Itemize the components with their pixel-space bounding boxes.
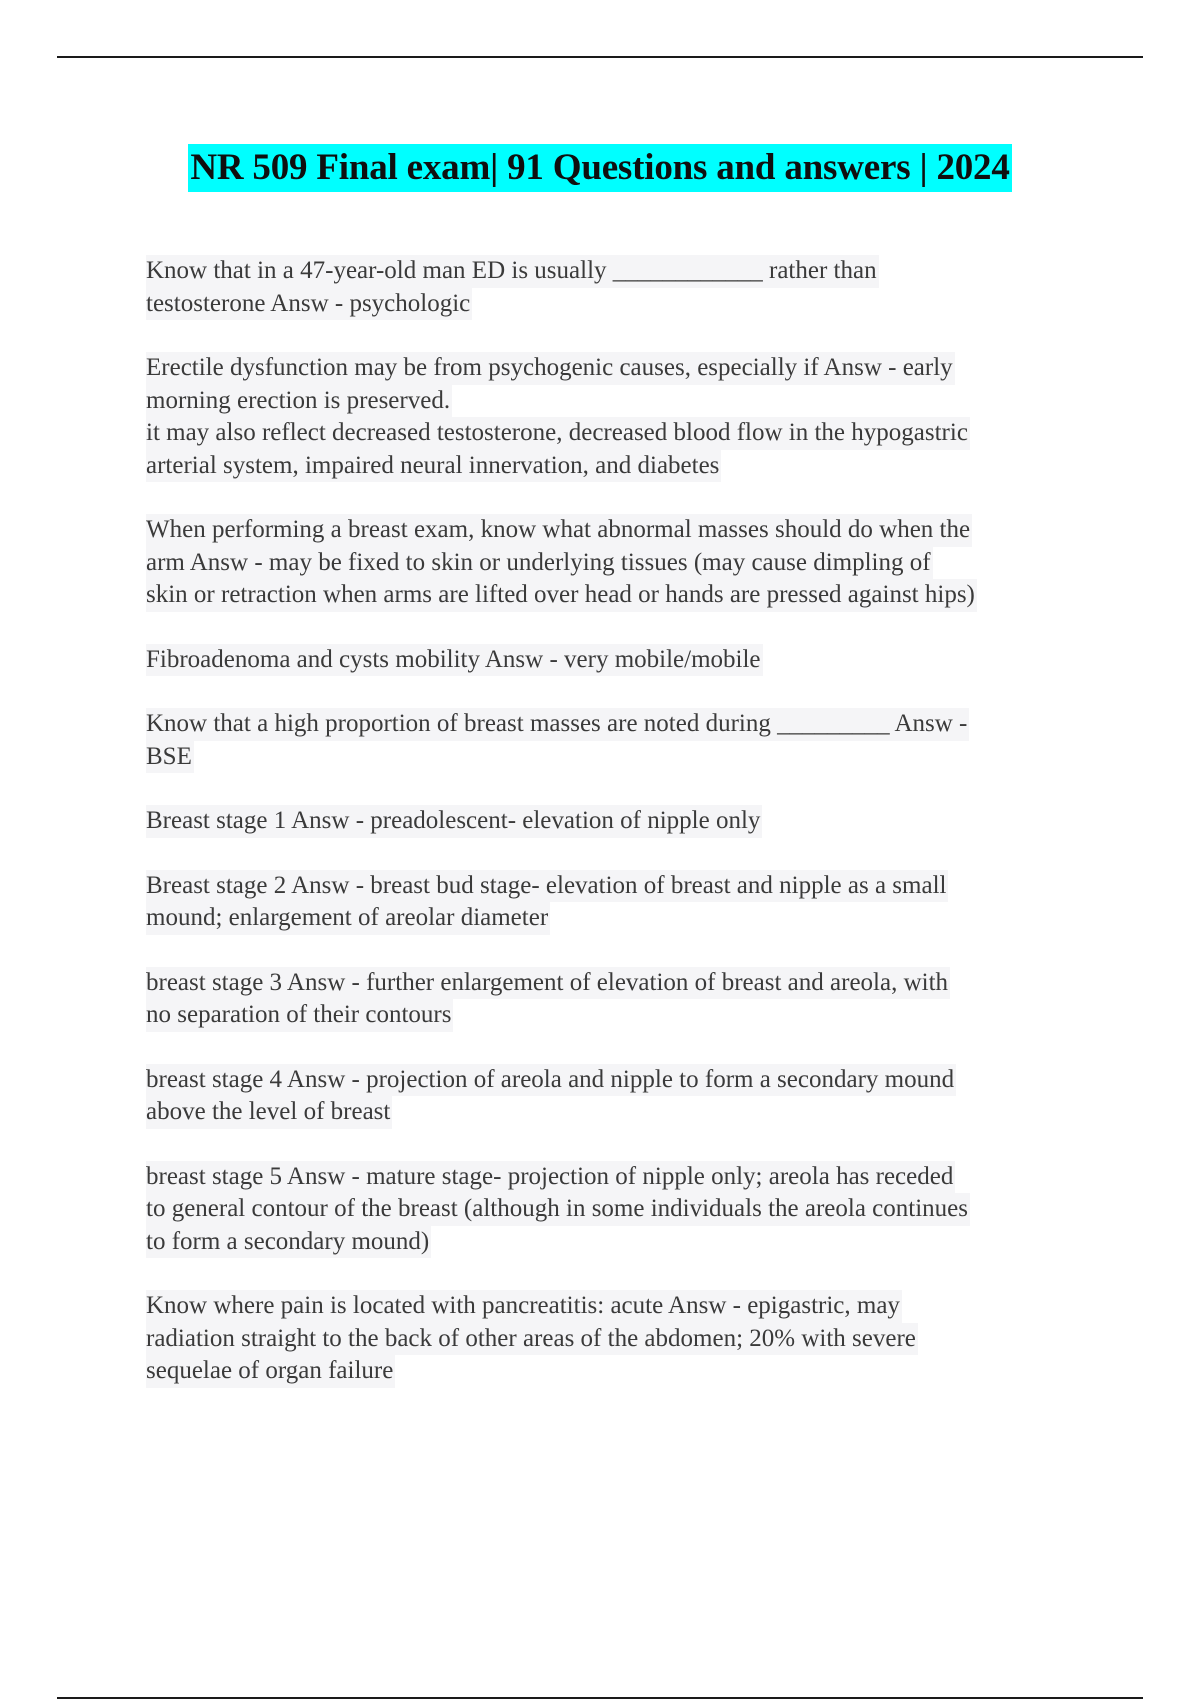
qa-line: skin or retraction when arms are lifted over head or hands are pressed against hips) [146, 579, 977, 612]
qa-item [146, 644, 1086, 677]
qa-line: morning erection is preserved. [146, 385, 452, 418]
qa-line: sequelae of organ failure [146, 1355, 395, 1388]
qa-item [146, 1161, 1086, 1259]
qa-line: Know that a high proportion of breast masses are noted during _________ Answ - [146, 708, 969, 741]
qa-line: to general contour of the breast (although in some individuals the areola continues [146, 1193, 970, 1226]
qa-line: to form a secondary mound) [146, 1226, 431, 1259]
qa-item [146, 805, 1086, 838]
qa-item [146, 870, 1086, 935]
qa-line: Fibroadenoma and cysts mobility Answ - very mobile/mobile [146, 644, 763, 677]
qa-line: testosterone Answ - psychologic [146, 288, 472, 321]
qa-line: arterial system, impaired neural innervation, and diabetes [146, 450, 721, 483]
qa-line: BSE [146, 741, 194, 774]
title-container [0, 144, 1200, 192]
qa-line: it may also reflect decreased testosterone, decreased blood flow in the hypogastric [146, 417, 970, 450]
qa-line: mound; enlargement of areolar diameter [146, 902, 550, 935]
qa-line: breast stage 3 Answ - further enlargement of elevation of breast and areola, with [146, 967, 950, 1000]
qa-item [146, 1290, 1086, 1388]
qa-line: Know where pain is located with pancreatitis: acute Answ - epigastric, may [146, 1290, 902, 1323]
qa-item [146, 967, 1086, 1032]
qa-item [146, 1064, 1086, 1129]
qa-list [146, 255, 1086, 1420]
qa-item [146, 708, 1086, 773]
header-rule [57, 56, 1143, 58]
qa-line: Breast stage 1 Answ - preadolescent- elevation of nipple only [146, 805, 762, 838]
qa-line: Know that in a 47-year-old man ED is usually ____________ rather than [146, 255, 879, 288]
qa-item [146, 255, 1086, 320]
qa-line: breast stage 5 Answ - mature stage- projection of nipple only; areola has receded [146, 1161, 955, 1194]
footer-rule [57, 1697, 1143, 1699]
qa-line: radiation straight to the back of other areas of the abdomen; 20% with severe [146, 1323, 918, 1356]
qa-line: above the level of breast [146, 1096, 392, 1129]
qa-line: When performing a breast exam, know what abnormal masses should do when the [146, 514, 972, 547]
qa-line: no separation of their contours [146, 999, 453, 1032]
qa-line: Breast stage 2 Answ - breast bud stage- elevation of breast and nipple as a small [146, 870, 948, 903]
qa-line: Erectile dysfunction may be from psychogenic causes, especially if Answ - early [146, 352, 955, 385]
document-title: NR 509 Final exam| 91 Questions and answers | 2024 [188, 144, 1011, 192]
qa-line: arm Answ - may be fixed to skin or underlying tissues (may cause dimpling of [146, 547, 933, 580]
qa-item [146, 352, 1086, 482]
qa-line: breast stage 4 Answ - projection of areola and nipple to form a secondary mound [146, 1064, 956, 1097]
qa-item [146, 514, 1086, 612]
